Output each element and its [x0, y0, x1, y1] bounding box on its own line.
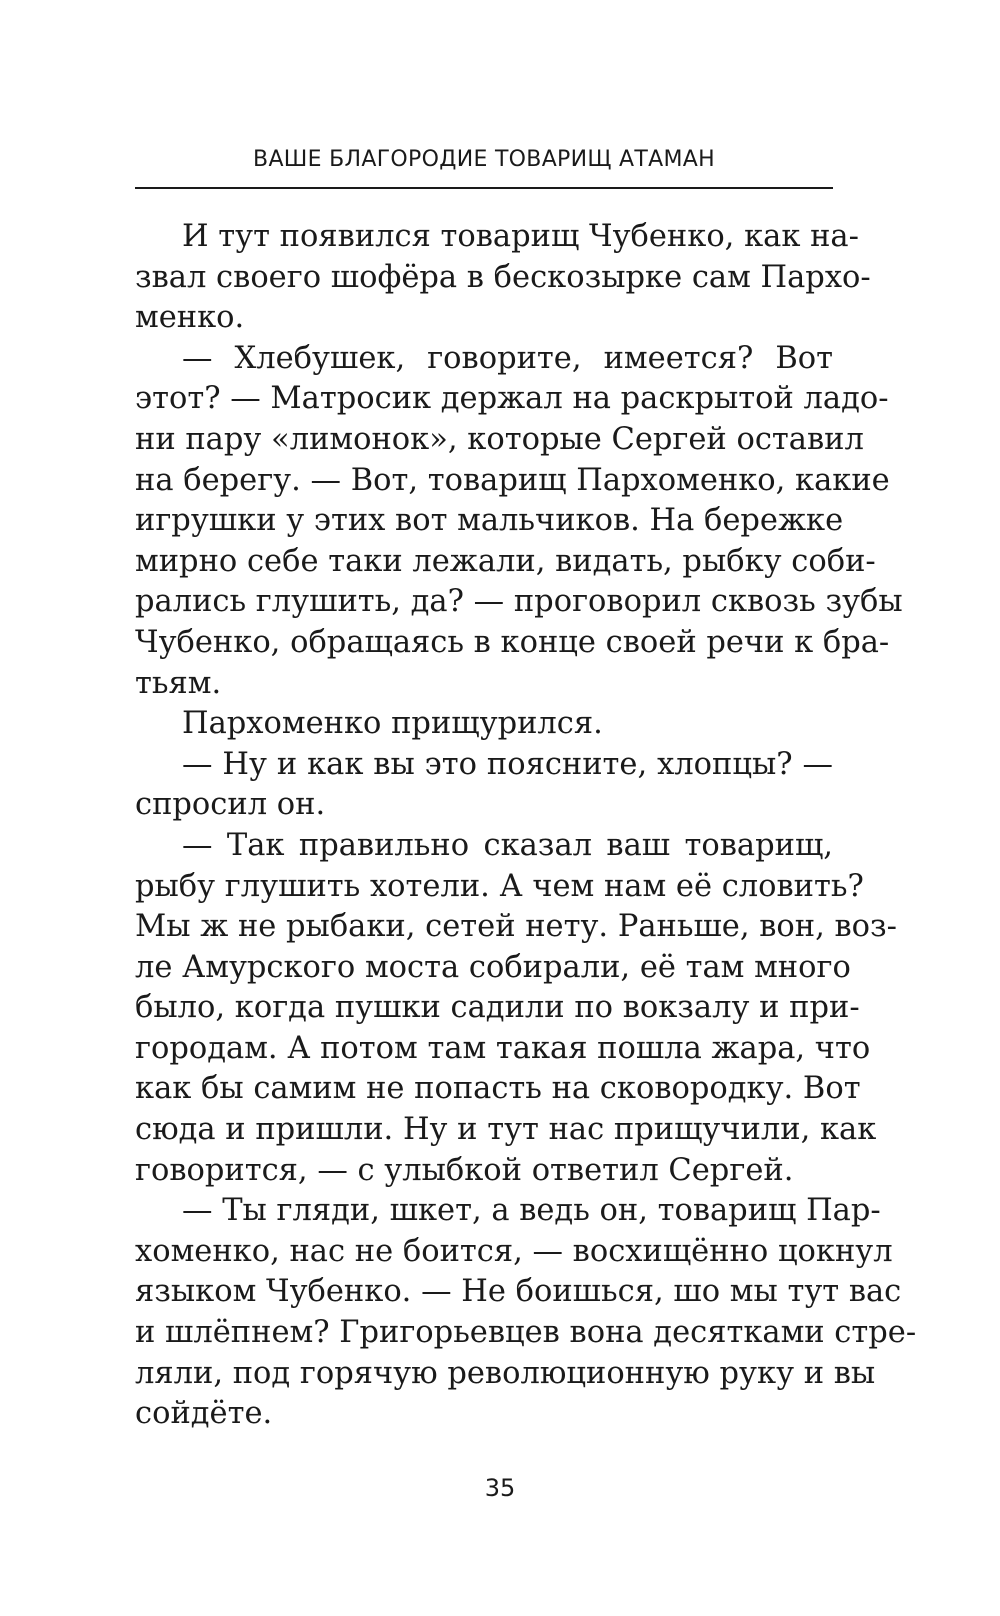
text-line: Мы ж не рыбаки, сетей нету. Раньше, вон, воз-: [135, 909, 897, 945]
text-line: городам. А потом там такая пошла жара, что: [135, 1030, 871, 1066]
text-line: менко.: [135, 300, 245, 336]
paragraph: [135, 1191, 917, 1435]
text-line: ле Амурского моста собирали, её там много: [135, 949, 851, 985]
paragraph: [135, 826, 897, 1191]
text-line: сюда и пришли. Ну и тут нас прищучили, как: [135, 1112, 877, 1148]
paragraph: [135, 339, 903, 704]
text-line: — Хлебушек, говорите, имеется? Вот: [182, 340, 833, 376]
text-line: И тут появился товарищ Чубенко, как на-: [182, 219, 859, 254]
paragraph: [135, 217, 871, 339]
running-head: ВАШЕ БЛАГОРОДИЕ ТОВАРИЩ АТАМАН: [253, 147, 715, 172]
text-line: тьям.: [135, 665, 222, 701]
text-line: звал своего шофёра в бескозырке сам Пархо-: [135, 259, 871, 295]
text-line: рыбу глушить хотели. А чем нам её словить?: [135, 868, 864, 904]
text-line: говорится, — с улыбкой ответил Сергей.: [135, 1152, 794, 1188]
text-line: — Ну и как вы это поясните, хлопцы? —: [182, 746, 833, 782]
text-line: хоменко, нас не боится, — восхищённо цокнул: [135, 1233, 893, 1269]
body-text: [135, 217, 917, 1435]
text-line: Пархоменко прищурился.: [182, 706, 603, 742]
text-line: было, когда пушки садили по вокзалу и при-: [135, 990, 860, 1026]
text-line: как бы самим не попасть на сковородку. Вот: [135, 1071, 861, 1107]
text-line: языком Чубенко. — Не боишься, шо мы тут вас: [135, 1274, 902, 1310]
text-line: и шлёпнем? Григорьевцев вона десятками стре-: [135, 1315, 917, 1351]
header-rule: [135, 187, 833, 189]
text-line: игрушки у этих вот мальчиков. На бережке: [135, 503, 844, 539]
text-line: ляли, под горячую революционную руку и вы: [135, 1355, 876, 1391]
text-line: — Так правильно сказал ваш товарищ,: [182, 827, 833, 863]
text-line: на берегу. — Вот, товарищ Пархоменко, какие: [135, 462, 890, 498]
text-line: мирно себе таки лежали, видать, рыбку соби-: [135, 543, 876, 579]
text-line: спросил он.: [135, 787, 326, 823]
paragraph: [135, 745, 833, 826]
text-line: — Ты гляди, шкет, а ведь он, товарищ Пар-: [182, 1193, 881, 1229]
page-number: 35: [484, 1474, 516, 1502]
text-line: рались глушить, да? — проговорил сквозь зубы: [135, 584, 903, 620]
text-line: этот? — Матросик держал на раскрытой ладо-: [135, 381, 889, 417]
text-line: ни пару «лимонок», которые Сергей оставил: [135, 421, 864, 457]
text-line: сойдёте.: [135, 1396, 273, 1432]
text-line: Чубенко, обращаясь в конце своей речи к бра-: [135, 624, 890, 660]
paragraph: [135, 704, 833, 745]
